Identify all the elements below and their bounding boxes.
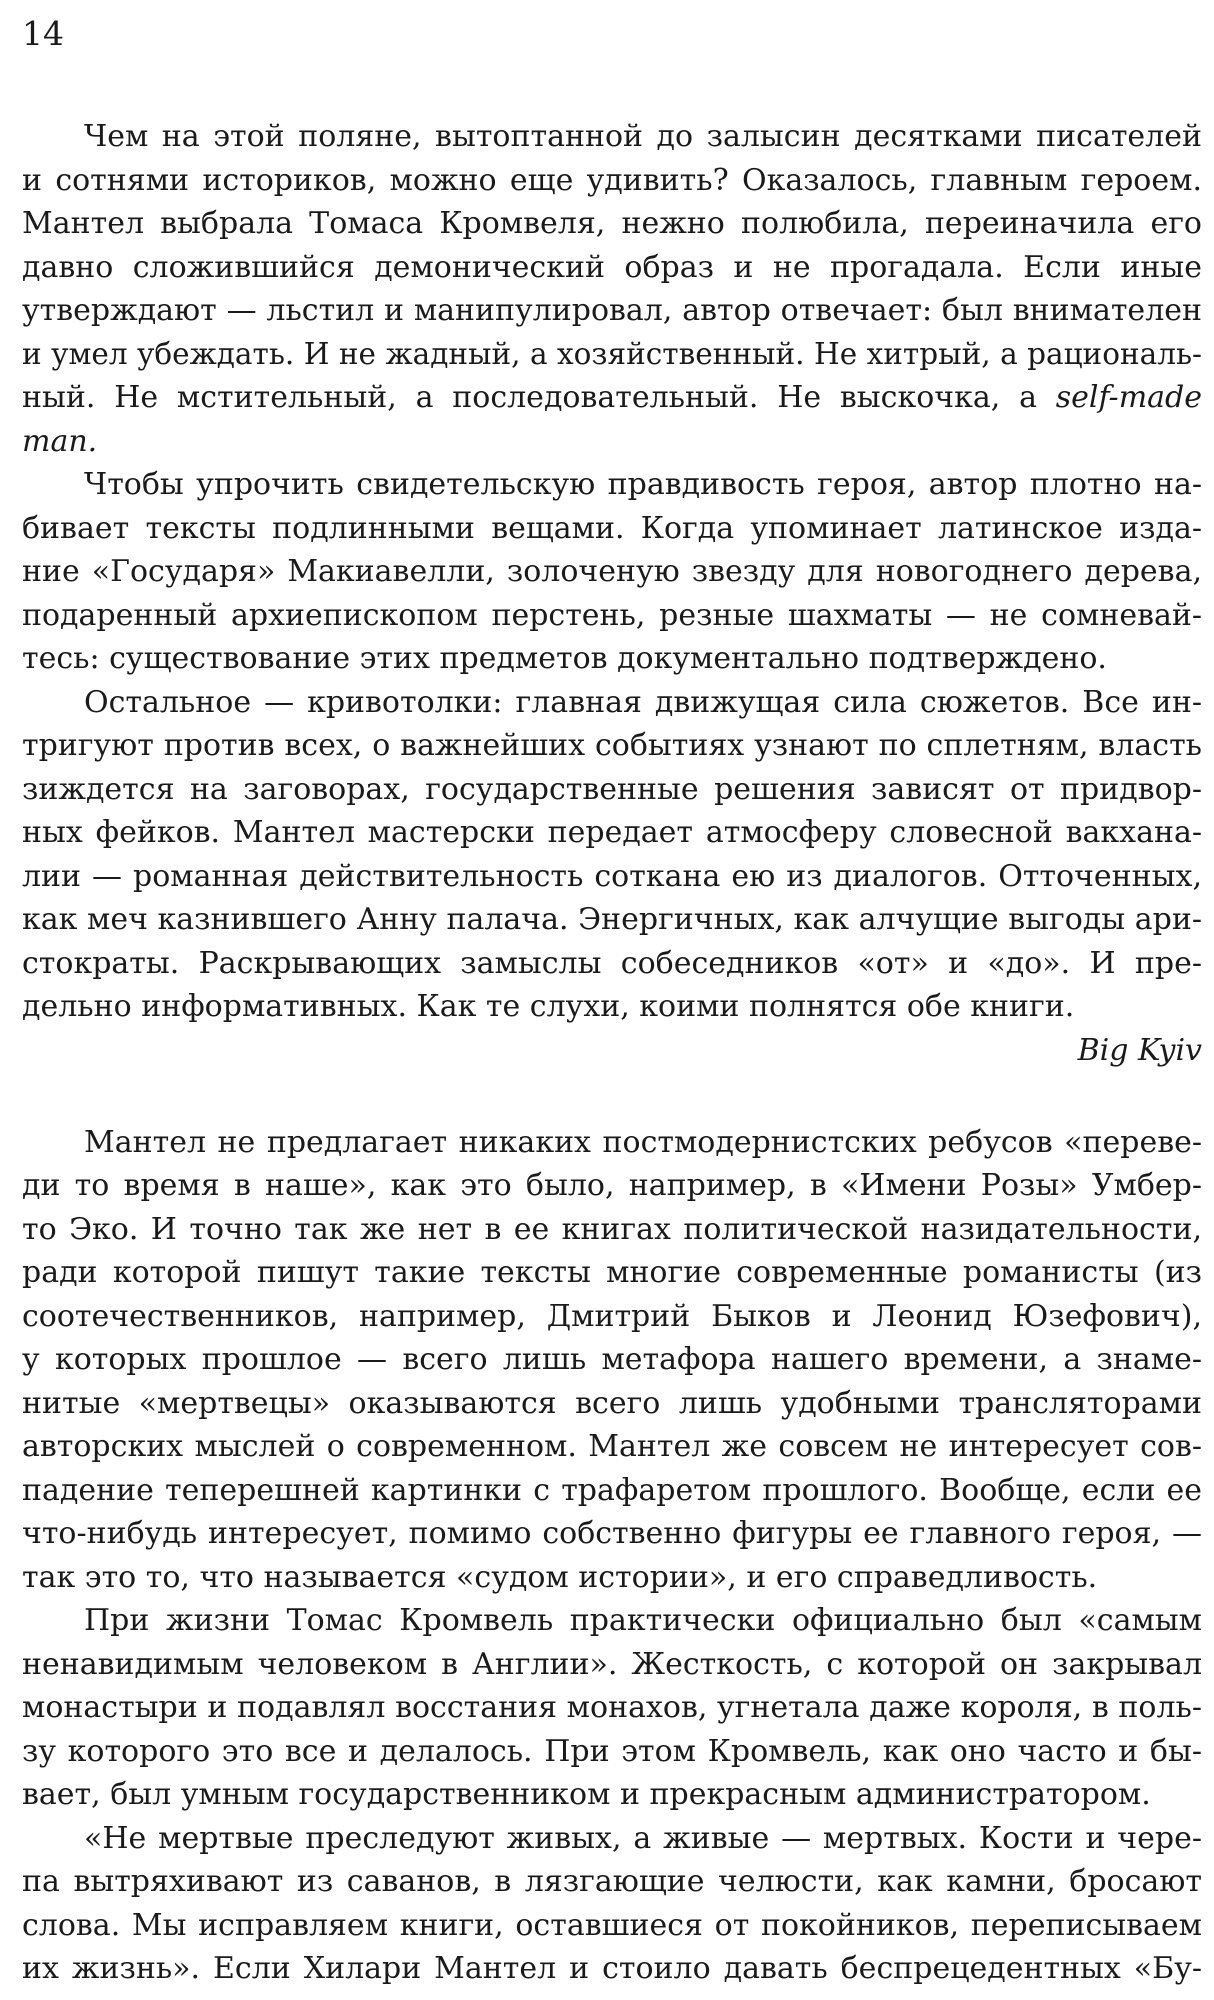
paragraph-p2 — [22, 463, 1202, 681]
signature: Big Kyiv — [1077, 1032, 1202, 1068]
text-line: нитые «мертвецы» оказываются всего лишь удобными трансляторами — [22, 1385, 1202, 1421]
text-line: Чем на этой поляне, вытоптанной до залысин десятками писателей — [84, 119, 1202, 154]
paragraph-p5 — [22, 1599, 1202, 1817]
text-line: соотечественников, например, Дмитрий Быков и Леонид Юзефович), — [22, 1298, 1202, 1334]
text-line: что-нибудь интересует, помимо собственно фигуры ее главного героя, — — [22, 1516, 1202, 1551]
text-line: ради которой пишут такие тексты многие современные романисты (из — [22, 1255, 1202, 1290]
italic-phrase: self-made — [1055, 380, 1202, 415]
paragraph-p6 — [22, 1817, 1202, 1991]
text-line: тригуют против всех, о важнейших событиях узнают по сплетням, власть — [22, 728, 1202, 763]
text-line: man. — [22, 423, 98, 459]
text-line: давно сложившийся демонический образ и не прогадала. Если иные — [22, 249, 1202, 285]
text-line: Остальное — кривотолки: главная движущая сила сюжетов. Все ин- — [84, 684, 1202, 720]
text-line: слова. Мы исправляем книги, оставшиеся от покойников, переписываем — [22, 1907, 1202, 1943]
text-line: Чтобы упрочить свидетельскую правдивость героя, автор плотно на- — [84, 467, 1202, 502]
paragraph-p1 — [22, 115, 1202, 463]
text-line: монастыри и подавлял восстания монахов, угнетала даже короля, в поль- — [22, 1690, 1202, 1725]
text-line: подаренный архиепископом перстень, резные шахматы — не сомневай- — [22, 597, 1202, 633]
text-line: «Не мертвые преследуют живых, а живые — мертвых. Кости и чере- — [84, 1820, 1202, 1856]
text-line: авторских мыслей о современном. Мантел же совсем не интересует сов- — [22, 1429, 1202, 1464]
page-number: 14 — [22, 14, 64, 53]
text-line: так это то, что называется «судом истории», и его справедливость. — [22, 1559, 1098, 1595]
text-line: При жизни Томас Кромвель практически официально был «самым — [84, 1603, 1202, 1638]
text-line: Мантел не предлагает никаких постмодернистских ребусов «переве- — [84, 1124, 1202, 1160]
text-line: дельно информативных. Как те слухи, коими полнятся обе книги. — [22, 989, 1075, 1024]
review-part-two — [22, 1121, 1202, 1991]
text-line: тесь: существование этих предметов документально подтверждено. — [22, 641, 1107, 676]
text-line: у которых прошлое — всего лишь метафора нашего времени, а знаме- — [22, 1342, 1202, 1377]
text-line: бивает тексты подлинными вещами. Когда упоминает латинское изда- — [22, 510, 1202, 546]
text-line: утверждают — льстил и манипулировал, автор отвечает: был внимателен — [22, 293, 1202, 328]
text-line: стократы. Раскрывающих замыслы собеседников «от» и «до». И пре- — [22, 945, 1202, 981]
paragraph-p4 — [22, 1121, 1202, 1600]
text-line: зиждется на заговорах, государственные решения зависят от придвор- — [22, 771, 1202, 807]
text-line: па вытряхивают из саванов, в лязгающие челюсти, как камни, бросают — [22, 1864, 1202, 1899]
text-line: лии — романная действительность соткана ею из диалогов. Отточенных, — [22, 858, 1202, 894]
paragraph-p3 — [22, 681, 1202, 1029]
text-line: ди то время в наше», как это было, например, в «Имени Розы» Умбер- — [22, 1168, 1202, 1203]
text-line: то Эко. И точно так же нет в ее книгах политической назидательности, — [22, 1211, 1202, 1247]
text-line: и сотнями историков, можно еще удивить? Оказалось, главным героем. — [22, 162, 1202, 198]
text-line: Мантел выбрала Томаса Кромвеля, нежно полюбила, переиначила его — [22, 206, 1202, 241]
review-part-one — [22, 115, 1202, 1029]
page-body — [22, 115, 1202, 1991]
text-line: ных фейков. Мантел мастерски передает атмосферу словесной вакхана- — [22, 815, 1202, 850]
text-line: как меч казнившего Анну палача. Энергичных, как алчущие выгоды ари- — [22, 902, 1202, 937]
text-line: их жизнь». Если Хилари Мантел и стоило давать беспрецедентных «Бу- — [22, 1951, 1202, 1986]
text-line: ние «Государя» Макиавелли, золоченую звезду для новогоднего дерева, — [22, 554, 1202, 589]
text-line: ненавидимым человеком в Англии». Жесткость, с которой он закрывал — [22, 1646, 1202, 1682]
text-line: ный. Не мстительный, а последовательный. Не выскочка, а self-made — [22, 380, 1202, 415]
text-line: вает, был умным государственником и прекрасным администратором. — [22, 1777, 1151, 1812]
section-gap — [22, 1095, 1202, 1121]
text-line: зу которого это все и делалось. При этом Кромвель, как оно часто и бы- — [22, 1733, 1202, 1769]
text-line: и умел убеждать. И не жадный, а хозяйственный. Не хитрый, а рациональ- — [22, 336, 1202, 371]
text-line: падение теперешней картинки с трафаретом прошлого. Вообще, если ее — [22, 1472, 1202, 1508]
